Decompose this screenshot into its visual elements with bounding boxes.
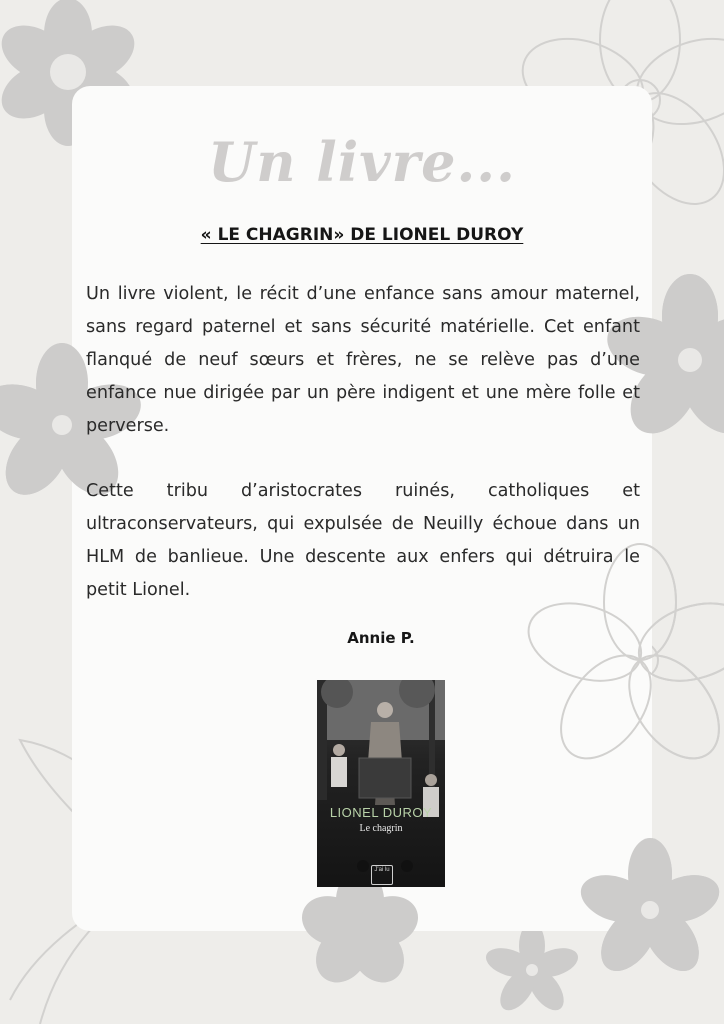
cover-photo-icon [317,680,445,887]
cover-title: Le chagrin [359,823,403,834]
review-paragraph-1: Un livre violent, le récit d’une enfance sans amour maternel, sans regard paternel et sans sécurité matérielle. Cet enfant flanqué de neuf sœurs et frères, ne se relève pas d’une enfance nue dirigée par un père indigent et une mère folle et perverse. [86,284,640,436]
book-cover-image [317,680,445,887]
review-paragraph-2: Cette tribu d’aristocrates ruinés, catholiques et ultraconservateurs, qui expulsée de Neuilly échoue dans un HLM de banlieue. Une descente aux enfers qui détruira le petit Lionel. [86,481,640,600]
flower-overlap-bottom-right-icon [575,838,724,981]
flower-overlap-bottom-icon [296,870,425,993]
page-heading: Un livre... [208,130,516,194]
publisher-logo: J'ai lu [371,865,393,885]
cover-author: LIONEL DUROY [329,805,433,820]
book-title: « LE CHAGRIN» DE LIONEL DUROY [200,225,524,245]
review-signature: Annie P. [347,629,415,647]
